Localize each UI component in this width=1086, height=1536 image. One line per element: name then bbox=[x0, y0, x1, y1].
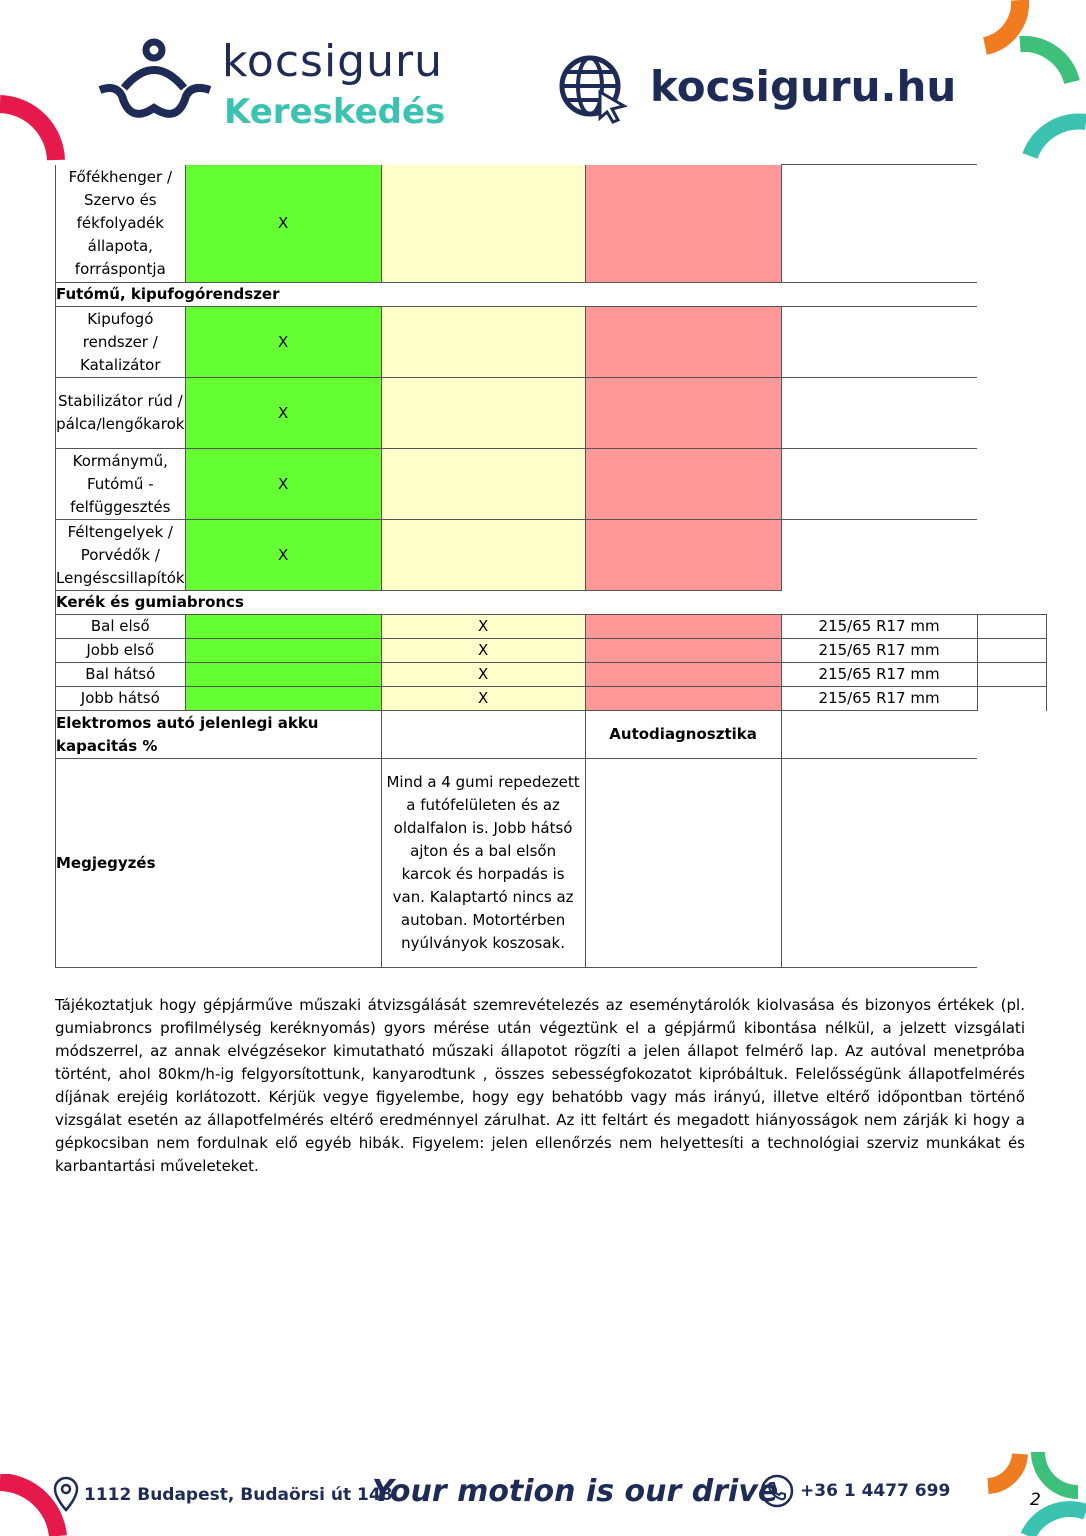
disclaimer-paragraph: Tájékoztatjuk hogy gépjárműve műszaki átvizsgálását szemrevételezés az eseménytárolók kiolvasása és bizonyos értékek (pl. gumiabroncs profilmélység keréknyomás) gyors mérése után végeztünk el a gépjármű kibontása nélkül, a jelzett vizsgálati módszerrel, az annak elvégzésekor kimutatható műszaki állapotot rögzíti a jelen állapot felmérő lap. Az autóval menetpróba történt, ahol 80km/h-ig felgyorsítottunk, kanyarodtunk , összes sebességfokozatot kipróbáltuk. Felelősségünk állapotfelmérés díjának erejéig korlátozott. Kérjük vegye figyelembe, hogy egy behatóbb vagy más irányú, illetve eltérő időpontban történő vizsgálat esetén az állapotfelmérés eltérő eredménnyel zárulhat. Az itt feltárt és megadott hiányosságok nem zárják ki hogy a gépkocsiban nem fordulnak elő egyéb hibák. Figyelem: jelen ellenőrzés nem helyettesíti a technológiai szerviz munkákat és karbantartási műveleteket. bbox=[55, 996, 1025, 1175]
corner-decoration-top-right bbox=[980, 0, 1086, 160]
value-cell bbox=[781, 520, 977, 591]
status-medium-cell: X bbox=[381, 687, 585, 711]
row-label: Főfékhenger / Szervo és fékfolyadék állapota, forráspontja bbox=[56, 165, 186, 283]
status-medium-cell bbox=[381, 449, 585, 520]
footer-phone: +36 1 4477 699 bbox=[800, 1481, 951, 1501]
footer-slogan: Your motion is our drive bbox=[372, 1474, 779, 1509]
status-bad-cell bbox=[585, 687, 781, 711]
status-good-cell: X bbox=[185, 378, 381, 449]
value-cell bbox=[781, 165, 977, 283]
status-good-cell: X bbox=[185, 449, 381, 520]
tire-size: 215/65 R17 mm bbox=[781, 687, 977, 711]
kocsiguru-logo-icon bbox=[96, 38, 216, 128]
status-bad-cell bbox=[585, 378, 781, 449]
tire-row bbox=[56, 615, 1047, 639]
status-bad-cell bbox=[585, 615, 781, 639]
section-row bbox=[56, 591, 1047, 615]
table-row bbox=[56, 165, 1047, 283]
corner-decoration-top-left bbox=[0, 90, 70, 170]
section-row bbox=[56, 283, 1047, 307]
tire-size: 215/65 R17 mm bbox=[781, 615, 977, 639]
status-good-cell: X bbox=[185, 307, 381, 378]
status-medium-cell bbox=[381, 520, 585, 591]
brand-subtitle: Kereskedés bbox=[224, 92, 446, 132]
status-medium-cell: X bbox=[381, 615, 585, 639]
note-text: Mind a 4 gumi repedezett a futófelületen és az oldalfalon is. Jobb hátsó ajton és a bal elsőn karcok és horpadás is van. Kalaptartó nincs az autoban. Motortérben nyúlványok koszosak. bbox=[381, 759, 585, 968]
status-good-cell bbox=[185, 687, 381, 711]
table-row bbox=[56, 378, 1047, 449]
tire-size: 215/65 R17 mm bbox=[781, 663, 977, 687]
table-row bbox=[56, 711, 1047, 759]
tire-label: Bal első bbox=[56, 615, 186, 639]
extra-cell bbox=[977, 663, 1046, 687]
ev-battery-label: Elektromos autó jelenlegi akku kapacitás % bbox=[56, 711, 382, 759]
status-medium-cell: X bbox=[381, 639, 585, 663]
status-medium-cell bbox=[381, 378, 585, 449]
tire-row bbox=[56, 687, 1047, 711]
autodiag-label: Autodiagnosztika bbox=[585, 711, 781, 759]
row-label: Kormánymű, Futómű - felfüggesztés bbox=[56, 449, 186, 520]
status-bad-cell bbox=[585, 165, 781, 283]
value-cell bbox=[781, 307, 977, 378]
status-bad-cell bbox=[585, 307, 781, 378]
extra-cell bbox=[977, 639, 1046, 663]
tire-row bbox=[56, 639, 1047, 663]
autodiag-value bbox=[781, 711, 977, 759]
value-cell bbox=[781, 378, 977, 449]
status-bad-cell bbox=[585, 520, 781, 591]
status-good-cell bbox=[185, 639, 381, 663]
status-bad-cell bbox=[585, 663, 781, 687]
tire-label: Bal hátsó bbox=[56, 663, 186, 687]
page-number: 2 bbox=[1030, 1490, 1041, 1510]
status-bad-cell bbox=[585, 639, 781, 663]
value-cell bbox=[781, 449, 977, 520]
footer-address: 1112 Budapest, Budaörsi út 148. bbox=[84, 1485, 399, 1505]
note-cell bbox=[585, 759, 781, 968]
extra-cell bbox=[977, 687, 1046, 711]
tire-label: Jobb hátsó bbox=[56, 687, 186, 711]
table-row bbox=[56, 759, 1047, 968]
tire-row bbox=[56, 663, 1047, 687]
status-good-cell bbox=[185, 663, 381, 687]
note-cell bbox=[781, 759, 977, 968]
website-name: kocsiguru.hu bbox=[650, 62, 957, 111]
row-label: Féltengelyek / Porvédők / Lengéscsillapítók bbox=[56, 520, 186, 591]
status-medium-cell bbox=[381, 307, 585, 378]
row-label: Kipufogó rendszer / Katalizátor bbox=[56, 307, 186, 378]
table-row bbox=[56, 520, 1047, 591]
table-row bbox=[56, 449, 1047, 520]
status-medium-cell bbox=[381, 165, 585, 283]
status-good-cell: X bbox=[185, 165, 381, 283]
table-row bbox=[56, 307, 1047, 378]
inspection-table bbox=[55, 164, 1047, 968]
status-bad-cell bbox=[585, 449, 781, 520]
section-title: Kerék és gumiabroncs bbox=[56, 591, 782, 615]
extra-cell bbox=[977, 615, 1046, 639]
phone-icon bbox=[760, 1474, 794, 1508]
note-label: Megjegyzés bbox=[56, 759, 382, 968]
tire-size: 215/65 R17 mm bbox=[781, 639, 977, 663]
tire-label: Jobb első bbox=[56, 639, 186, 663]
location-pin-icon bbox=[52, 1476, 80, 1514]
status-medium-cell: X bbox=[381, 663, 585, 687]
brand-name: kocsiguru bbox=[222, 36, 443, 87]
row-label: Stabilizátor rúd / pálca/lengőkarok bbox=[56, 378, 186, 449]
status-good-cell: X bbox=[185, 520, 381, 591]
globe-cursor-icon bbox=[558, 54, 628, 124]
status-good-cell bbox=[185, 615, 381, 639]
ev-battery-value bbox=[381, 711, 585, 759]
section-title: Futómű, kipufogórendszer bbox=[56, 283, 978, 307]
